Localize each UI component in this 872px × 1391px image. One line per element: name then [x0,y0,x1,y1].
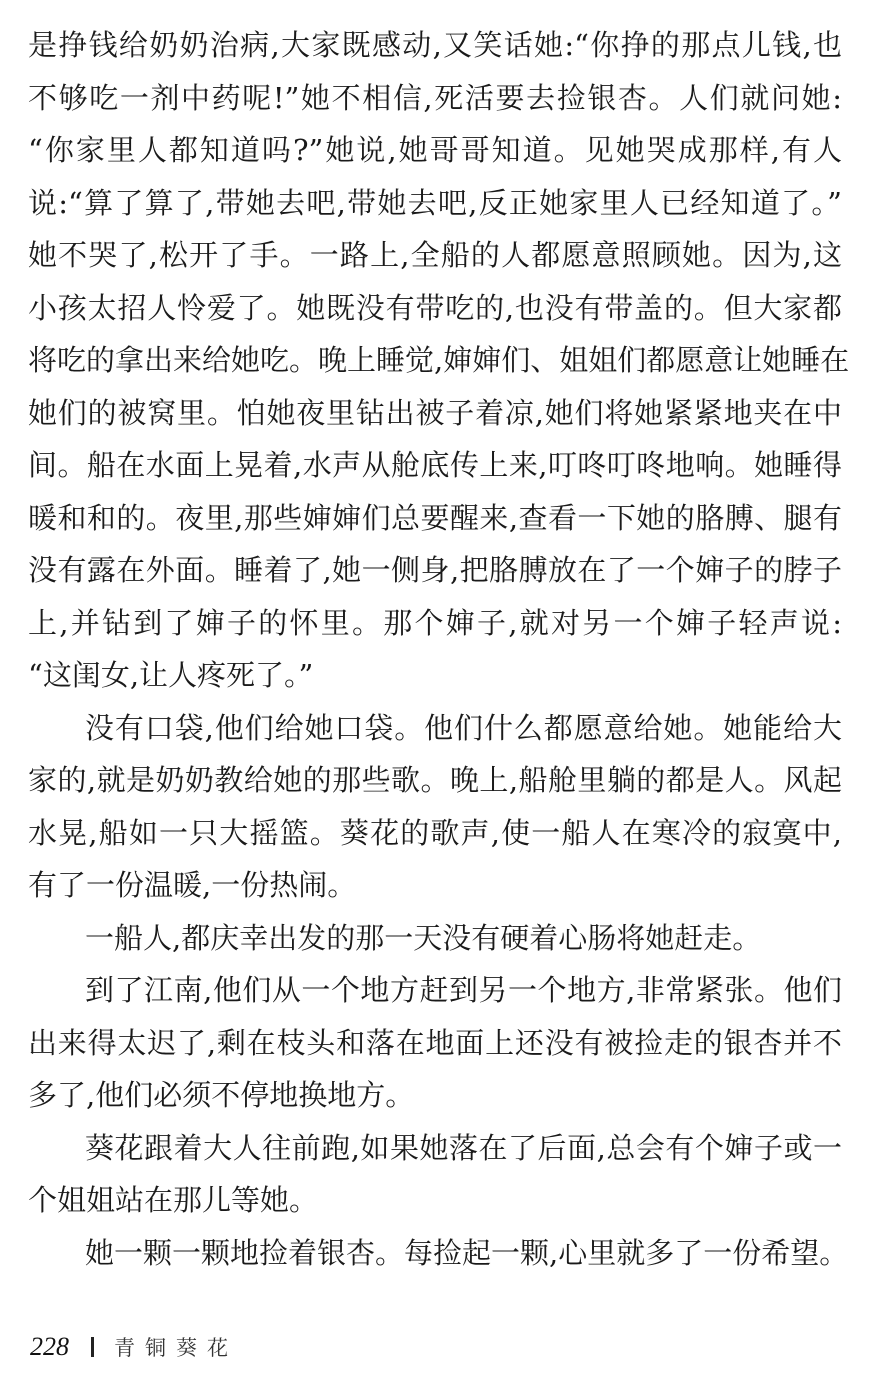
text-line: “这闺女,让人疼死了。” [28,658,314,692]
body-text [28,19,850,1279]
text-line: 没有露在外面。睡着了,她一侧身,把胳膊放在了一个婶子的脖子 [28,553,842,587]
text-line: 家的,就是奶奶教给她的那些歌。晚上,船舱里躺的都是人。风起 [28,763,842,797]
text-line: 她一颗一颗地捡着银杏。每捡起一颗,心里就多了一份希望。 [85,1235,849,1270]
text-line: 葵花跟着大人往前跑,如果她落在了后面,总会有个婶子或一 [85,1130,842,1165]
text-line: 是挣钱给奶奶治病,大家既感动,又笑话她:“你挣的那点儿钱,也 [28,28,842,62]
book-title: 青铜葵花 [114,1336,238,1360]
text-line: 有了一份温暖,一份热闹。 [28,868,357,902]
text-line: 到了江南,他们从一个地方赶到另一个地方,非常紧张。他们 [85,973,842,1007]
text-line: 个姐姐站在那儿等她。 [28,1183,319,1217]
text-line: “你家里人都知道吗?”她说,她哥哥知道。见她哭成那样,有人 [28,133,842,167]
text-line: 多了,他们必须不停地换地方。 [28,1078,415,1112]
text-line: 间。船在水面上晃着,水声从舱底传上来,叮咚叮咚地响。她睡得 [28,448,842,482]
text-line: 暖和和的。夜里,那些婶婶们总要醒来,查看一下她的胳膊、腿有 [28,500,842,535]
footer-divider [91,1337,94,1357]
page-number: 228 [30,1332,69,1361]
text-line: 出来得太迟了,剩在枝头和落在地面上还没有被捡走的银杏并不 [28,1025,842,1060]
text-line: 一船人,都庆幸出发的那一天没有硬着心肠将她赶走。 [85,920,762,955]
text-line: 说:“算了算了,带她去吧,带她去吧,反正她家里人已经知道了。” [28,185,842,220]
text-line: 水晃,船如一只大摇篮。葵花的歌声,使一船人在寒冷的寂寞中, [28,815,842,850]
text-line: 她不哭了,松开了手。一路上,全船的人都愿意照顾她。因为,这 [28,238,842,272]
text-line: 上,并钻到了婶子的怀里。那个婶子,就对另一个婶子轻声说: [28,605,842,640]
text-line: 将吃的拿出来给她吃。晚上睡觉,婶婶们、姐姐们都愿意让她睡在 [28,343,850,377]
text-line: 小孩太招人怜爱了。她既没有带吃的,也没有带盖的。但大家都 [28,290,842,325]
page-footer [30,1332,238,1362]
text-line: 她们的被窝里。怕她夜里钻出被子着凉,她们将她紧紧地夹在中 [28,395,842,430]
text-line: 不够吃一剂中药呢!”她不相信,死活要去捡银杏。人们就问她: [28,80,842,115]
text-line: 没有口袋,他们给她口袋。他们什么都愿意给她。她能给大 [85,710,842,745]
